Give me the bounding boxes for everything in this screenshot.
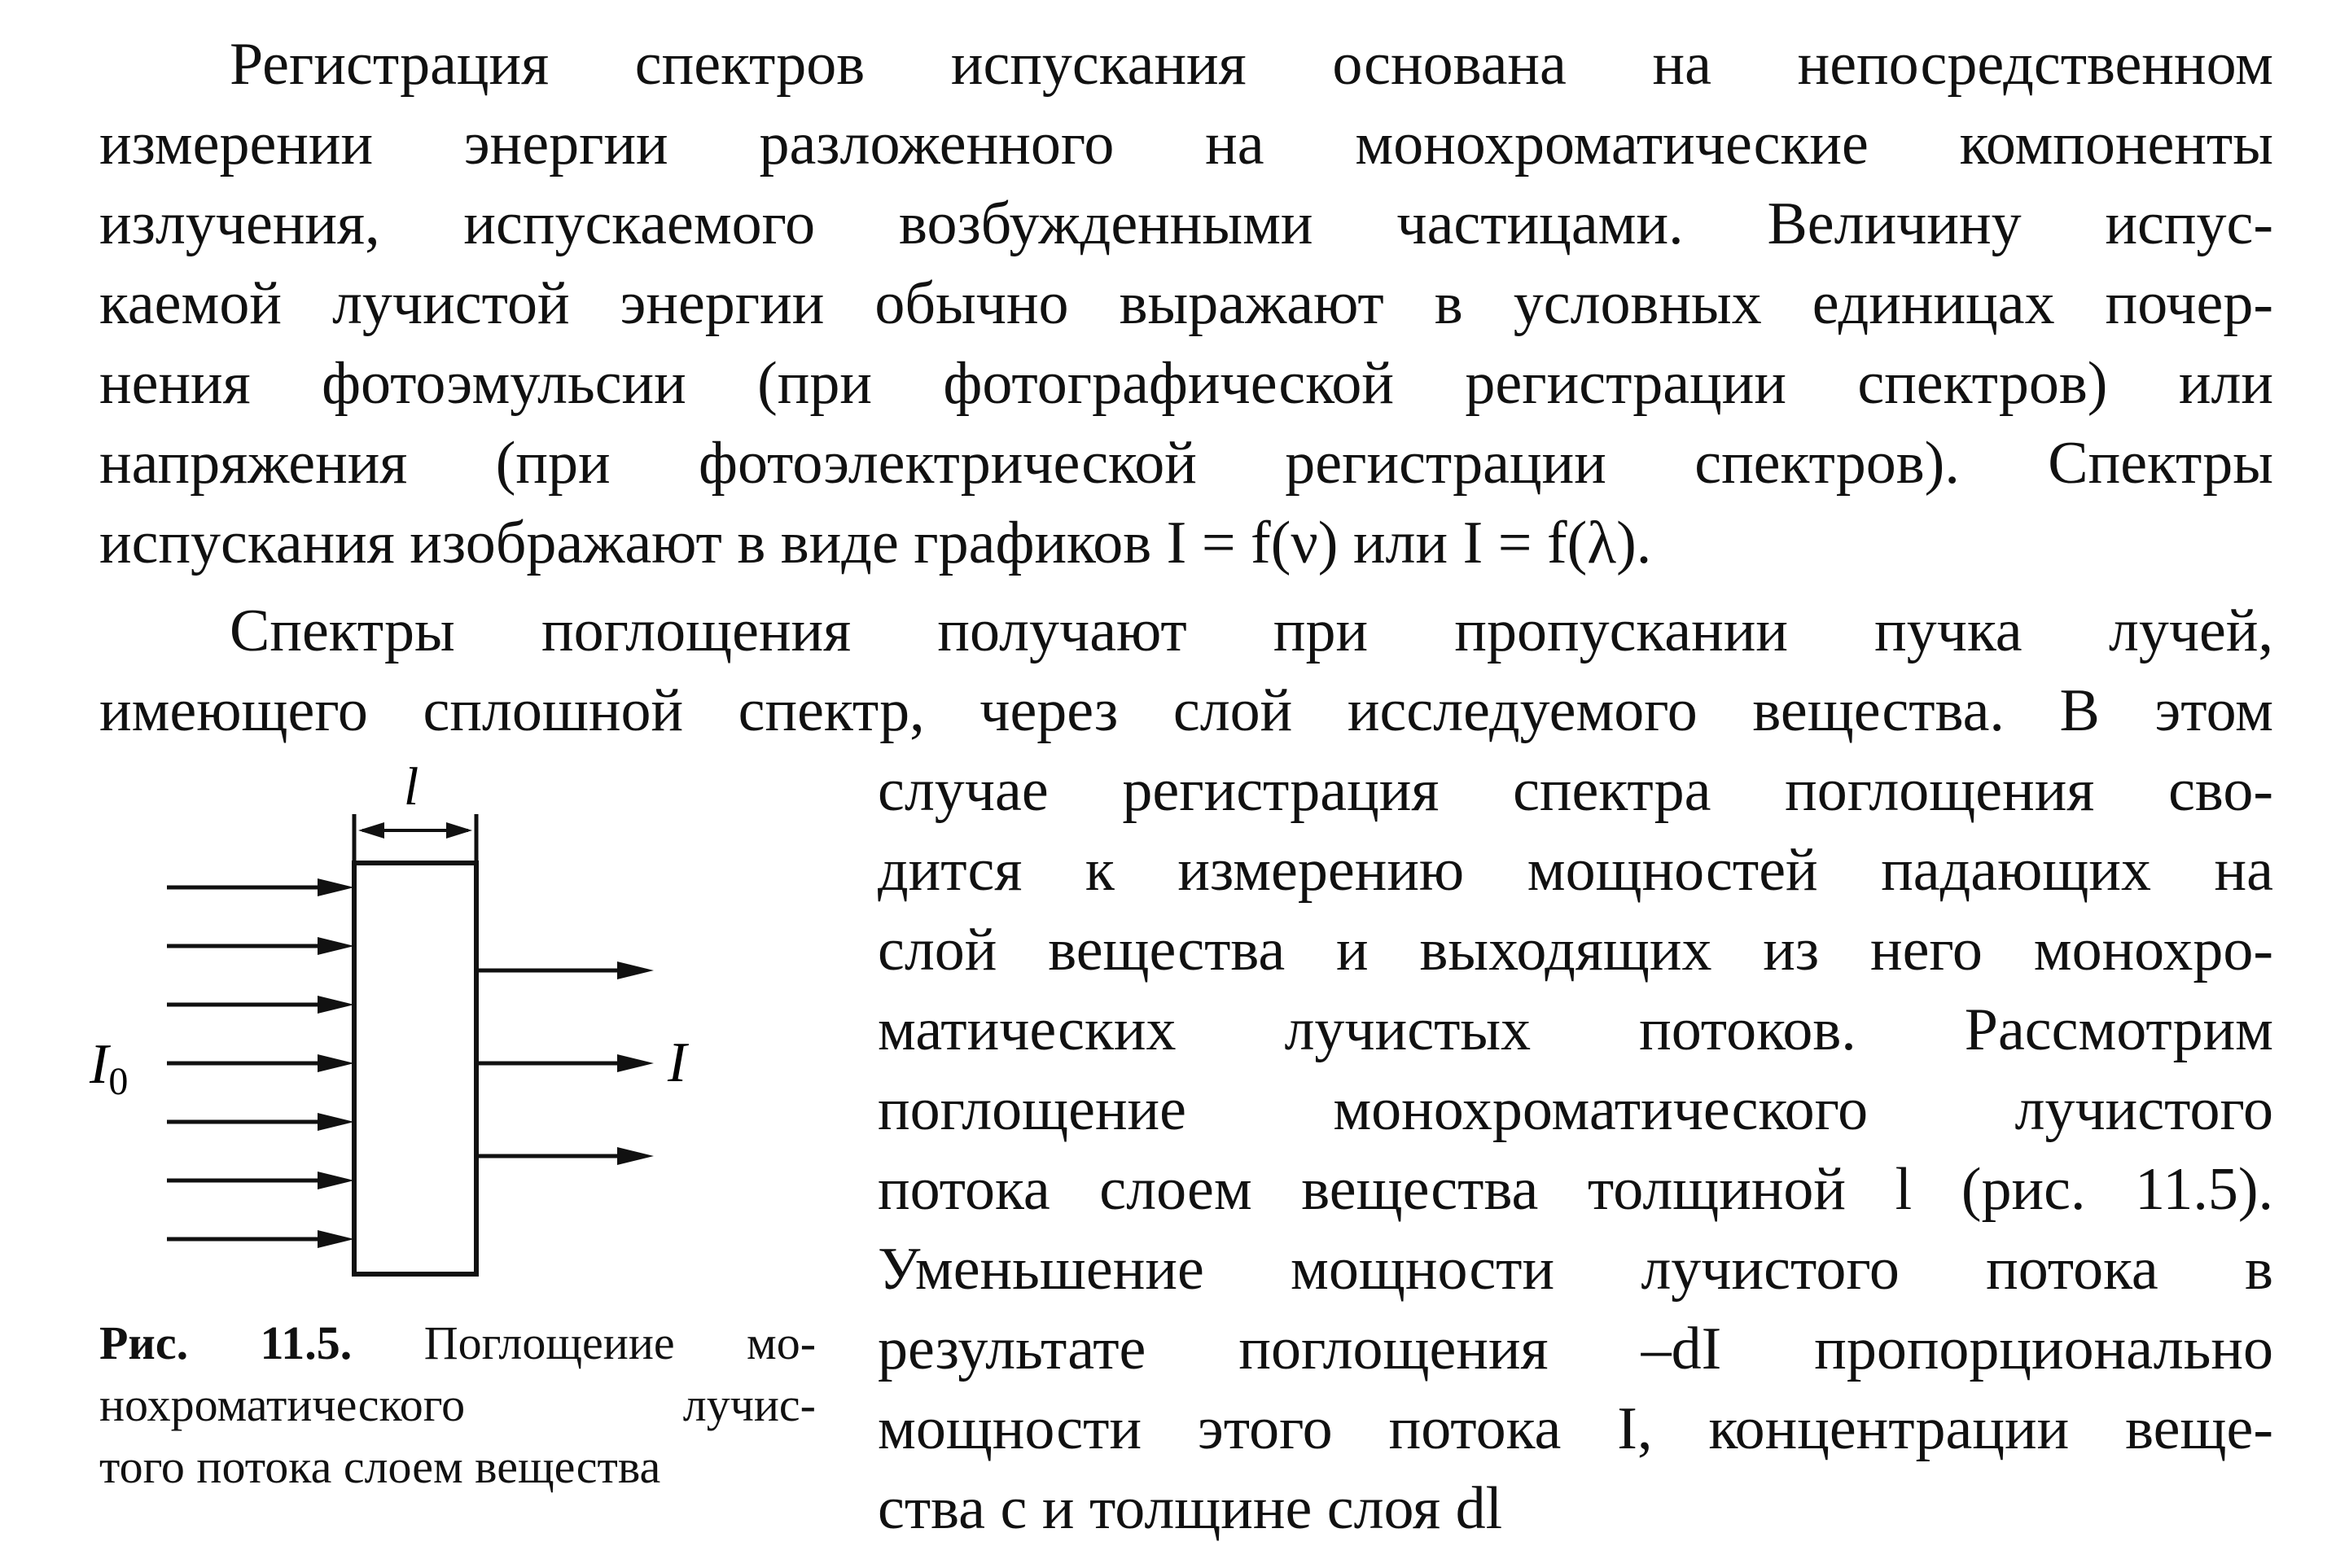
text-line: поглощение монохроматического лучистого: [878, 1076, 2273, 1143]
caption-label: Рис. 11.5.: [99, 1316, 353, 1369]
text-line: Регистрация спектров испускания основана на непосредственном: [230, 31, 2273, 98]
text-line: измерении энергии разложенного на монохроматические компоненты: [99, 111, 2273, 177]
text-line: излучения, испускаемого возбужденными частицами. Величину испус-: [99, 191, 2273, 257]
transmitted-intensity-label: I: [668, 1031, 687, 1094]
text-line: матических лучистых потоков. Рассмотрим: [878, 996, 2273, 1063]
paragraph-emission-spectra: [99, 24, 2273, 583]
figure-caption: [99, 1312, 816, 1498]
text-line: слой вещества и выходящих из него монохро-: [878, 917, 2273, 983]
text-line: испускания изображают в виде графиков I = f(ν) или I = f(λ).: [99, 510, 1652, 576]
figure-absorption-layer: [81, 757, 687, 1303]
caption-line: [99, 1312, 816, 1374]
caption-line: нохроматического лучис-: [99, 1378, 816, 1431]
text-line: нения фотоэмульсии (при фотографической регистрации спектров) или: [99, 350, 2273, 417]
text-line: потока слоем вещества толщиной l (рис. 11.5).: [878, 1156, 2273, 1223]
text-line: каемой лучистой энергии обычно выражают в условных единицах почер-: [99, 270, 2273, 337]
text-line: дится к измерению мощностей падающих на: [878, 837, 2273, 904]
text-line: результате поглощения –dI пропорционально: [878, 1316, 2273, 1382]
incident-arrowhead: [318, 1054, 354, 1072]
incident-intensity-label: $I_0$: [90, 1033, 129, 1103]
transmitted-arrows: [476, 961, 654, 1165]
dimension-arrow-right: [446, 822, 472, 839]
text-line: Спектры поглощения получают при пропускании пучка лучей,: [230, 598, 2273, 664]
dimension-arrow-left: [358, 822, 384, 839]
transmitted-arrowhead: [617, 961, 654, 979]
text-line: имеющего сплошной спектр, через слой исследуемого вещества. В этом: [99, 677, 2273, 744]
incident-arrowhead: [318, 1113, 354, 1131]
caption-text: Поглощеиие мо-: [423, 1316, 817, 1369]
incident-arrows: [167, 878, 354, 1248]
incident-arrowhead: [318, 1230, 354, 1248]
paragraph-absorption-spectra: [99, 591, 2273, 751]
incident-arrowhead: [318, 937, 354, 955]
transmitted-arrowhead: [617, 1054, 654, 1072]
text-line: Уменьшение мощности лучистого потока в: [878, 1236, 2273, 1303]
text-line: напряжения (при фотоэлектрической регистрации спектров). Спектры: [99, 430, 2273, 497]
paragraph-absorption-continued: [878, 751, 2273, 1548]
incident-arrowhead: [318, 1172, 354, 1189]
substance-layer: [354, 863, 476, 1274]
caption-line: того потока слоем вещества: [99, 1440, 661, 1493]
transmitted-arrowhead: [617, 1147, 654, 1165]
text-line: случае регистрация спектра поглощения сво-: [878, 757, 2273, 824]
text-line: мощности этого потока I, концентрации веще-: [878, 1395, 2273, 1462]
thickness-label: l: [403, 757, 419, 817]
incident-arrowhead: [318, 878, 354, 896]
absorption-diagram: [81, 757, 687, 1303]
incident-arrowhead: [318, 996, 354, 1014]
text-line: ства c и толщине слоя dl: [878, 1475, 1503, 1542]
